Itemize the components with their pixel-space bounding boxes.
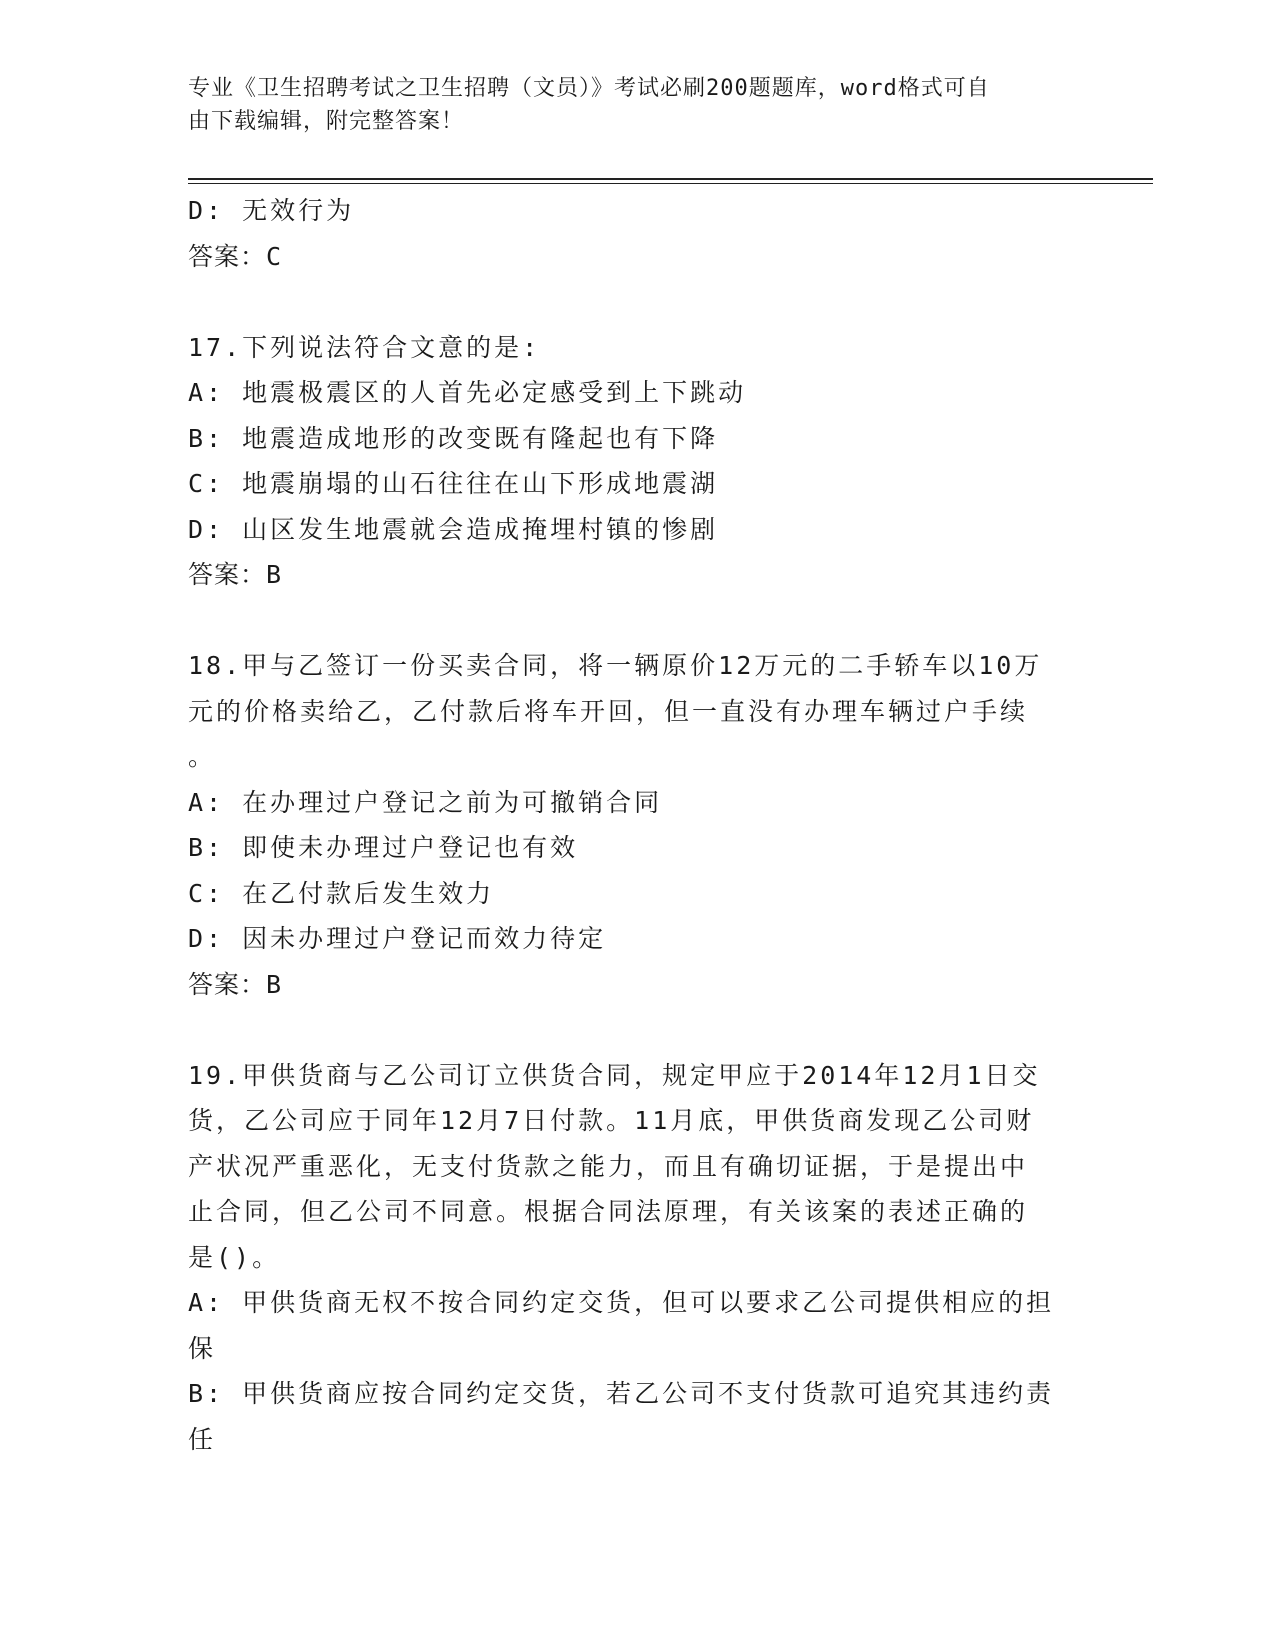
document-body	[188, 188, 1088, 1462]
question-18-option-d: D: 因未办理过户登记而效力待定	[188, 924, 607, 953]
question-18-option-b: B: 即使未办理过户登记也有效	[188, 833, 579, 862]
header-divider-thick	[188, 178, 1153, 180]
header-divider-thin	[188, 183, 1153, 184]
question-19-option-b-line-2: 任	[188, 1424, 217, 1454]
question-19-stem-line-2: 货，乙公司应于同年12月7日付款。11月底，甲供货商发现乙公司财	[188, 1106, 1035, 1135]
header-title-line-2: 由下载编辑，附完整答案！	[188, 109, 465, 134]
prev-question-answer: 答案：C	[188, 241, 283, 271]
question-17-option-b: B: 地震造成地形的改变既有隆起也有下降	[188, 423, 719, 453]
question-19-option-a-line-1: A: 甲供货商无权不按合同约定交货，但可以要求乙公司提供相应的担	[188, 1288, 1055, 1317]
question-19-option-a-line-2: 保	[188, 1333, 217, 1363]
question-19-stem-line-1: 19.甲供货商与乙公司订立供货合同，规定甲应于2014年12月1日交	[188, 1060, 1041, 1090]
question-19	[188, 1053, 1088, 1463]
question-18-option-a: A: 在办理过户登记之前为可撤销合同	[188, 787, 663, 817]
question-17-stem: 17.下列说法符合文意的是:	[188, 332, 541, 362]
question-17	[188, 325, 1088, 598]
question-17-option-a: A: 地震极震区的人首先必定感受到上下跳动	[188, 378, 747, 407]
question-19-stem-line-3: 产状况严重恶化，无支付货款之能力，而且有确切证据，于是提出中	[188, 1151, 1029, 1181]
spacer	[188, 598, 1088, 644]
prev-question-option-d: D: 无效行为	[188, 196, 355, 225]
question-19-stem-line-5: 是()。	[188, 1242, 281, 1272]
spacer	[188, 279, 1088, 325]
question-18-option-c: C: 在乙付款后发生效力	[188, 878, 495, 908]
question-18-stem-line-3: 。	[188, 742, 217, 771]
question-17-option-c: C: 地震崩塌的山石往往在山下形成地震湖	[188, 469, 719, 498]
question-18-stem-line-1: 18.甲与乙签订一份买卖合同，将一辆原价12万元的二手轿车以10万	[188, 651, 1043, 680]
page-header	[188, 72, 1088, 138]
header-title-line-1: 专业《卫生招聘考试之卫生招聘（文员）》考试必刷200题题库，word格式可自	[188, 76, 990, 101]
question-19-option-b-line-1: B: 甲供货商应按合同约定交货，若乙公司不支付货款可追究其违约责	[188, 1379, 1055, 1408]
question-18	[188, 643, 1088, 1007]
question-18-stem-line-2: 元的价格卖给乙，乙付款后将车开回，但一直没有办理车辆过户手续	[188, 696, 1029, 726]
spacer	[188, 1007, 1088, 1053]
question-19-stem-line-4: 止合同，但乙公司不同意。根据合同法原理，有关该案的表述正确的	[188, 1197, 1029, 1226]
question-18-answer: 答案：B	[188, 969, 283, 999]
question-17-option-d: D: 山区发生地震就会造成掩埋村镇的惨剧	[188, 514, 719, 544]
question-17-answer: 答案：B	[188, 560, 283, 589]
